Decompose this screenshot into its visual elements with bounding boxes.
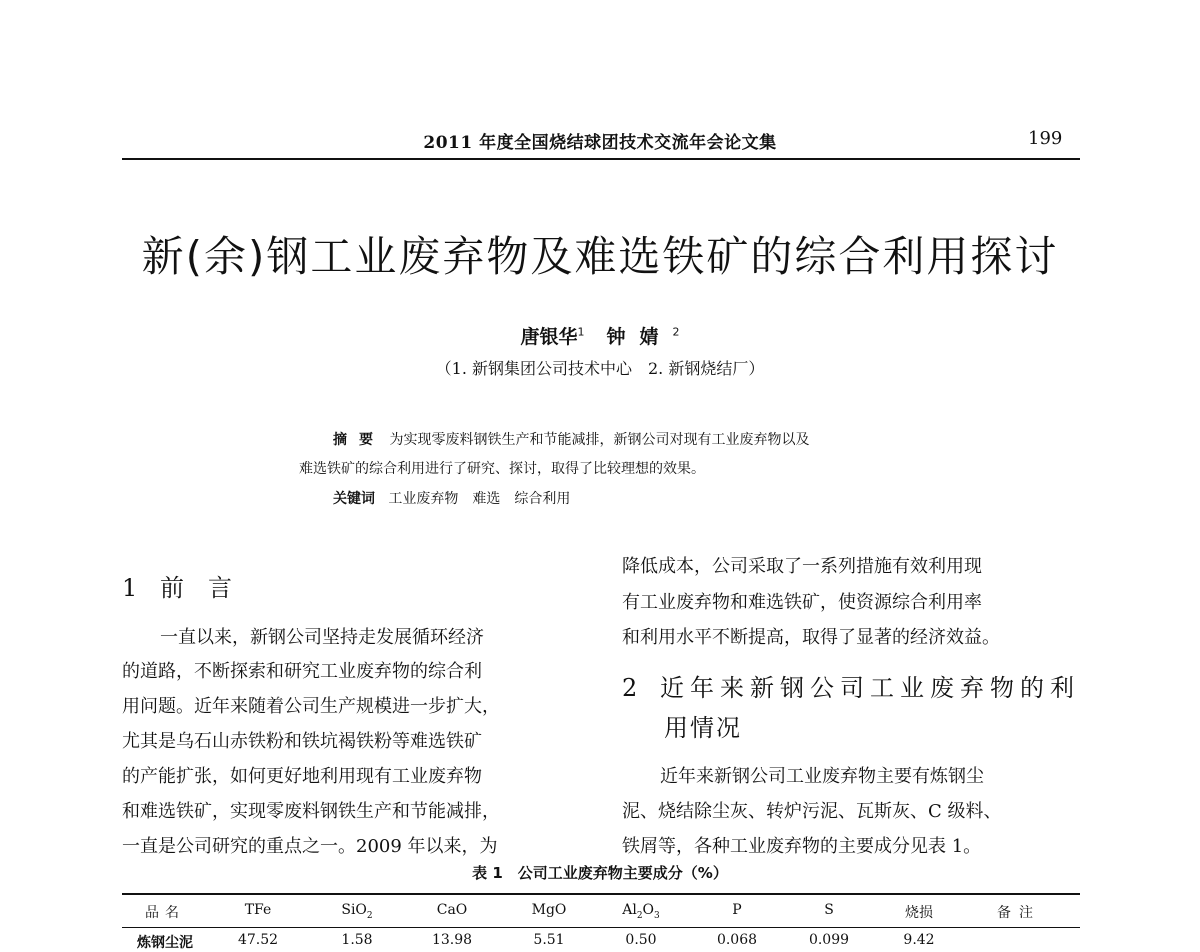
table-cell-name: 炼钢尘泥 [137, 935, 193, 951]
paper-title: 新(余)钢工业废弃物及难选铁矿的综合利用探讨 [141, 232, 1059, 281]
table-header-rule [122, 927, 1080, 928]
section-heading [622, 668, 1080, 748]
keywords-label: 关键词 [333, 491, 375, 507]
table-cell-mgo: 5.51 [533, 932, 565, 948]
table-header-loss: 烧损 [905, 905, 933, 921]
abstract-text: 为实现零废料钢铁生产和节能减排，新钢公司对现有工业废弃物以及 [389, 432, 810, 448]
body-line: 尤其是乌石山赤铁粉和铁坑褐铁粉等难选铁矿 [122, 731, 482, 752]
section-heading [122, 568, 256, 603]
table-header-tfe: TFe [244, 902, 272, 918]
body-line: 有工业废弃物和难选铁矿，使资源综合利用率 [622, 592, 982, 613]
running-header-title: 2011 年度全国烧结球团技术交流年会论文集 [423, 133, 777, 153]
table-cell-loss: 9.42 [903, 932, 935, 948]
body-line: 一直以来，新钢公司坚持走发展循环经济 [160, 627, 484, 648]
table-cell-cao: 13.98 [431, 932, 473, 948]
section-title: 前言 [160, 574, 256, 602]
body-line: 一直是公司研究的重点之一。2009 年以来，为 [122, 836, 498, 857]
table-header-p: P [732, 902, 742, 918]
body-line: 近年来新钢公司工业废弃物主要有炼钢尘 [660, 766, 984, 787]
table-cell-s: 0.099 [808, 932, 850, 948]
table-header-remark: 备注 [997, 905, 1041, 921]
section-number: 1 [122, 574, 138, 602]
body-line: 和利用水平不断提高，取得了显著的经济效益。 [622, 627, 1000, 648]
table-top-rule [122, 893, 1080, 895]
affiliations: （1. 新钢集团公司技术中心 2. 新钢烧结厂） [435, 359, 765, 378]
table-cell-tfe: 47.52 [237, 932, 279, 948]
body-line: 的产能扩张，如何更好地利用现有工业废弃物 [122, 766, 482, 787]
author-name: 钟婧 [606, 326, 673, 348]
header-rule [122, 158, 1080, 160]
keywords-text: 工业废弃物 难选 综合利用 [388, 491, 571, 507]
body-line: 铁屑等，各种工业废弃物的主要成分见表 1。 [622, 836, 982, 857]
table-header-mgo: MgO [531, 902, 567, 918]
body-line: 和难选铁矿，实现零废料钢铁生产和节能减排， [122, 801, 500, 822]
table-header-al2o3: $Al_2O_3$ [622, 902, 660, 921]
table-header-s: S [824, 902, 834, 918]
table-header-sio2: SiO$_2$ [341, 902, 373, 921]
body-line: 降低成本，公司采取了一系列措施有效利用现 [622, 556, 982, 577]
author-affiliation-mark: 1 [577, 325, 585, 339]
section-number: 2 [622, 674, 638, 702]
abstract-line [333, 429, 809, 449]
abstract-label: 摘要 [333, 432, 385, 448]
section-title-continued: 用情况 [664, 714, 742, 742]
page-number: 199 [1028, 128, 1063, 149]
abstract-line: 难选铁矿的综合利用进行了研究、探讨，取得了比较理想的效果。 [299, 461, 705, 477]
table-cell-al2o3: 0.50 [625, 932, 657, 948]
table-header-cao: CaO [436, 902, 468, 918]
body-line: 泥、烧结除尘灰、转炉污泥、瓦斯灰、C 级料、 [622, 801, 1002, 822]
table-cell-p: 0.068 [716, 932, 758, 948]
table-cell-sio2: 1.58 [341, 932, 373, 948]
author-affiliation-mark: 2 [672, 325, 680, 339]
body-line: 的道路，不断探索和研究工业废弃物的综合利 [122, 661, 482, 682]
table-caption: 表 1 公司工业废弃物主要成分（%） [472, 864, 728, 882]
keywords-line [333, 488, 570, 508]
author-name: 唐银华 [520, 326, 578, 348]
author-list [0, 322, 1200, 349]
body-line: 用问题。近年来随着公司生产规模进一步扩大， [122, 696, 500, 717]
section-title: 近年来新钢公司工业废弃物的利 [660, 674, 1080, 702]
table-header-name: 品名 [145, 905, 185, 921]
